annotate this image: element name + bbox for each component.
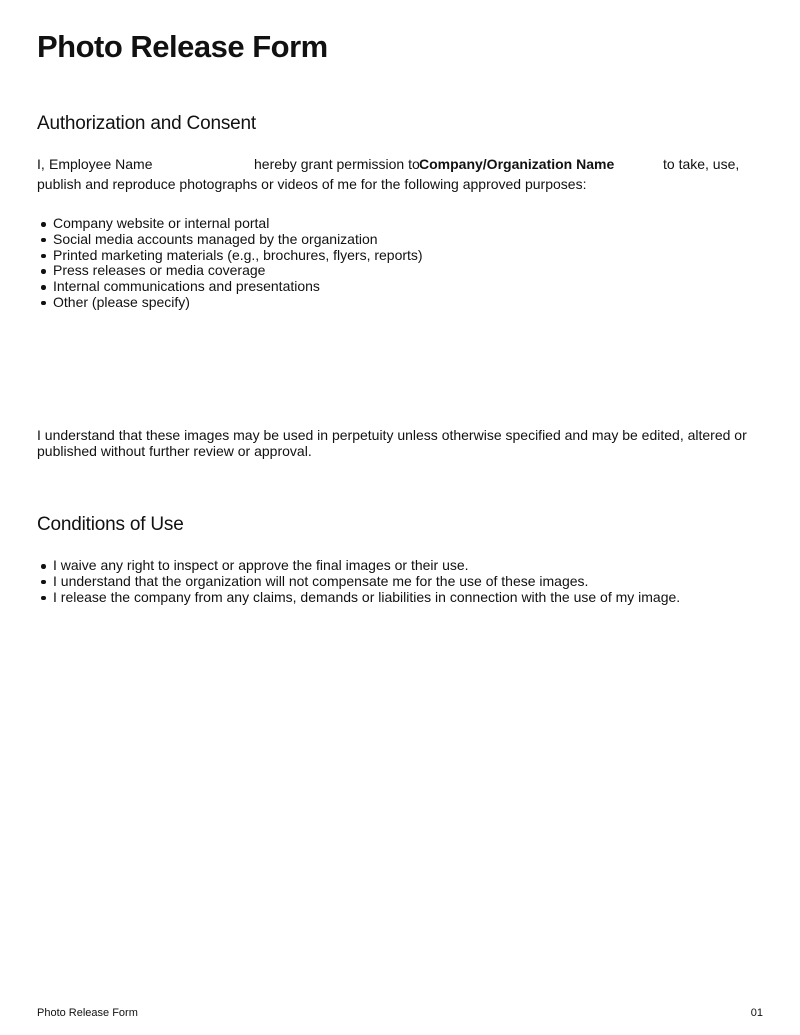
list-item: Press releases or media coverage [53,263,423,279]
page-number: 01 [750,1007,763,1019]
list-item: Company website or internal portal [53,216,423,232]
consent-statement [37,154,742,174]
list-item: Printed marketing materials (e.g., brochures, flyers, reports) [53,246,423,263]
list-item: I waive any right to inspect or approve the final images or their use. [53,558,680,574]
grant-text: hereby grant permission to [254,156,420,172]
list-item: I release the company from any claims, demands or liabilities in connection with the use of my image. [53,588,681,605]
authorization-heading: Authorization and Consent [37,113,256,134]
page-title: Photo Release Form [37,29,328,64]
conditions-heading: Conditions of Use [37,514,184,535]
list-item: Social media accounts managed by the organization [53,232,423,248]
employee-name-field[interactable]: Employee Name [49,156,153,172]
consent-continuation: publish and reproduce photographs or videos of me for the following approved purposes: [37,176,587,192]
perpetuity-paragraph: I understand that these images may be used in perpetuity unless otherwise specified and may be edited, altered or published without further review or approval. [37,427,747,459]
consent-suffix: to take, use, [663,156,740,172]
consent-prefix: I, [37,156,45,172]
conditions-list [37,558,680,605]
purposes-list [37,216,423,311]
list-item: Other (please specify) [53,295,423,311]
list-item: Internal communications and presentations [53,279,423,295]
company-name-field[interactable]: Company/Organization Name [419,156,615,172]
list-item: I understand that the organization will not compensate me for the use of these images. [53,574,680,590]
footer-title: Photo Release Form [37,1007,138,1019]
